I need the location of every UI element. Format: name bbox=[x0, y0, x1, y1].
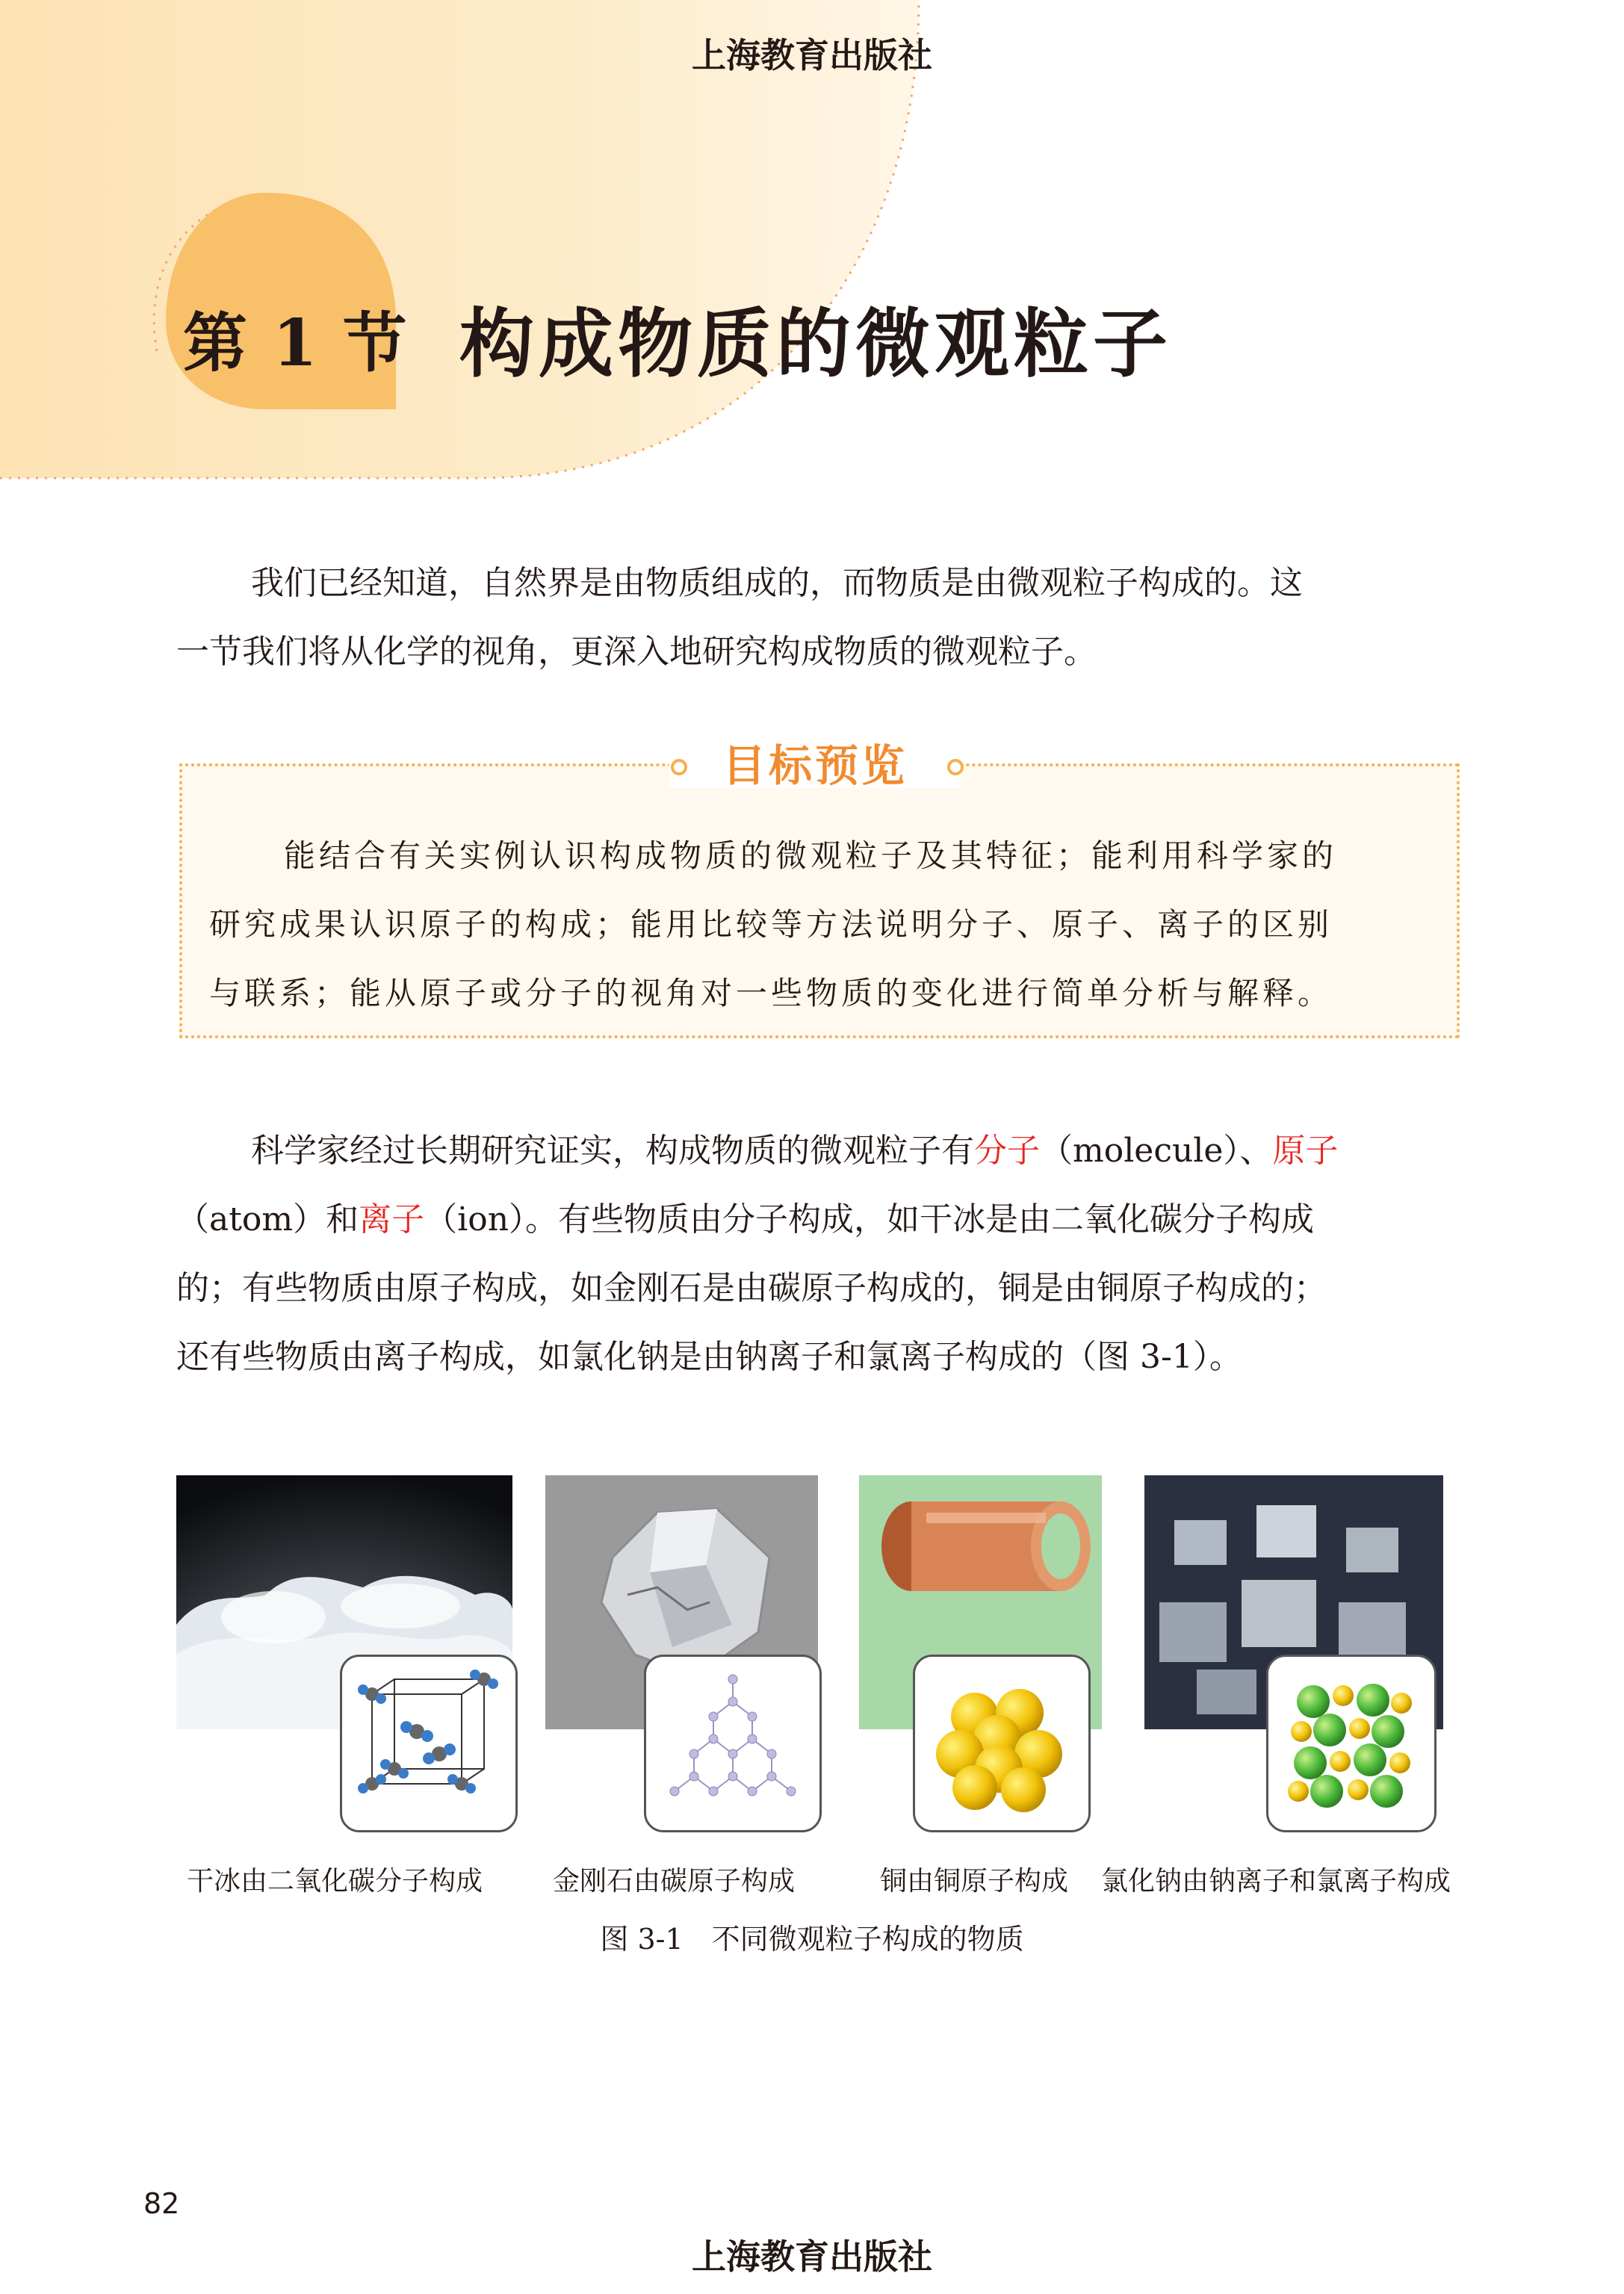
goals-line-3: 与联系；能从原子或分子的视角对一些物质的变化进行简单分析与解释。 bbox=[209, 975, 1333, 1011]
header-background-arc bbox=[0, 0, 1624, 523]
goals-text bbox=[209, 822, 1434, 1028]
diamond-lattice-model bbox=[644, 1655, 822, 1832]
goals-dot-icon bbox=[947, 759, 964, 775]
caption-dry-ice: 干冰由二氧化碳分子构成 bbox=[187, 1866, 483, 1897]
term-ion: 离子 bbox=[359, 1200, 425, 1239]
publisher-header: 上海教育出版社 bbox=[692, 35, 932, 75]
body-text: （atom）和 bbox=[176, 1200, 359, 1239]
body-line-4: 还有些物质由离子构成，如氯化钠是由钠离子和氯离子构成的（图 3-1）。 bbox=[176, 1338, 1242, 1376]
body-text: （ion）。有些物质由分子构成，如干冰是由二氧化碳分子构成 bbox=[424, 1200, 1315, 1239]
body-line-3: 的；有些物质由原子构成，如金刚石是由碳原子构成的，铜是由铜原子构成的； bbox=[176, 1269, 1327, 1307]
figure-caption: 图 3-1 不同微观粒子构成的物质 bbox=[600, 1923, 1024, 1956]
body-line-2 bbox=[176, 1185, 1461, 1254]
caption-copper: 铜由铜原子构成 bbox=[880, 1866, 1069, 1897]
co2-molecule-model bbox=[340, 1655, 518, 1832]
intro-line-1: 我们已经知道，自然界是由物质组成的，而物质是由微观粒子构成的。这 bbox=[251, 564, 1303, 602]
goals-title: 目标预览 bbox=[722, 740, 908, 791]
goals-line-1: 能结合有关实例认识构成物质的微观粒子及其特征；能利用科学家的 bbox=[284, 837, 1338, 874]
term-molecule: 分子 bbox=[974, 1132, 1040, 1170]
section-title: 构成物质的微观粒子 bbox=[459, 300, 1172, 388]
page-number: 82 bbox=[143, 2187, 180, 2220]
body-paragraph bbox=[176, 1117, 1461, 1392]
caption-diamond: 金刚石由碳原子构成 bbox=[553, 1866, 796, 1897]
body-text: （molecule）、 bbox=[1040, 1132, 1273, 1170]
nacl-ions-model bbox=[1266, 1655, 1437, 1832]
section-number: 第 1 节 bbox=[183, 306, 409, 381]
body-text: 科学家经过长期研究证实，构成物质的微观粒子有 bbox=[251, 1132, 974, 1170]
copper-atoms-model bbox=[913, 1655, 1091, 1832]
intro-line-2: 一节我们将从化学的视角，更深入地研究构成物质的微观粒子。 bbox=[176, 633, 1097, 671]
publisher-footer: 上海教育出版社 bbox=[692, 2236, 932, 2277]
intro-paragraph bbox=[176, 549, 1461, 686]
body-line-1 bbox=[176, 1117, 1461, 1185]
goals-dot-icon bbox=[671, 759, 687, 775]
caption-nacl: 氯化钠由钠离子和氯离子构成 bbox=[1101, 1866, 1451, 1897]
goals-title-wrap bbox=[669, 736, 961, 791]
goals-line-2: 研究成果认识原子的构成；能用比较等方法说明分子、原子、离子的区别 bbox=[209, 906, 1333, 943]
term-atom: 原子 bbox=[1272, 1132, 1339, 1170]
